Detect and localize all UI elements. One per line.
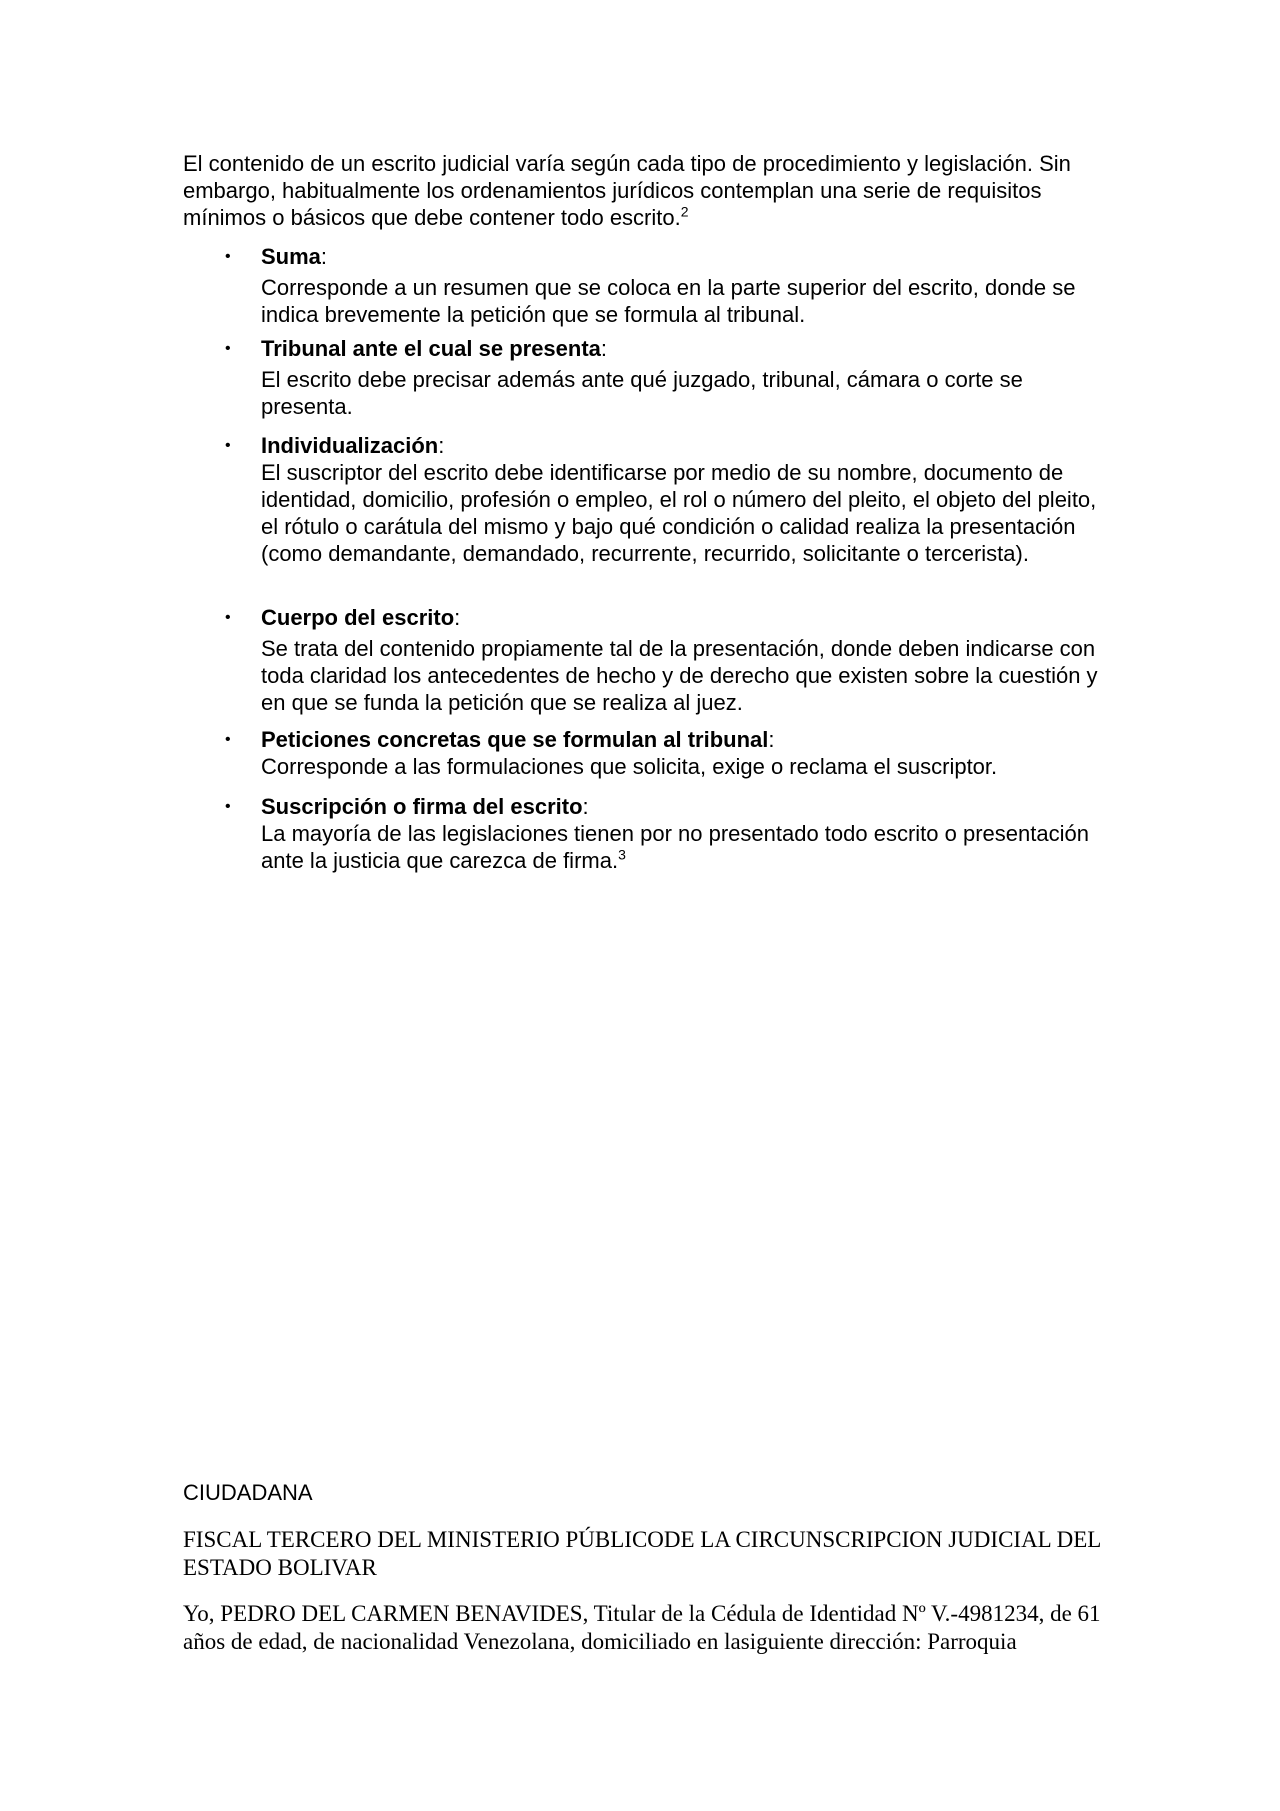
requirement-description: El escrito debe precisar además ante qué juzgado, tribunal, cámara o corte se presenta. — [261, 367, 1023, 419]
requirement-description: El suscriptor del escrito debe identificarse por medio de su nombre, documento de identidad, domicilio, profesión o empleo, el rol o número del pleito, el objeto del pleito, el rótulo o carátula del mismo y bajo qué condición o calidad realiza la presentación (como demandante, demandado, recurrente, recurrido, solicitante o tercerista). — [261, 460, 1097, 566]
bullet-icon: • — [225, 340, 231, 357]
requirement-footnote: 3 — [618, 846, 626, 863]
requirement-term-text: Suma — [261, 244, 321, 269]
requirement-item-peticiones — [183, 726, 1113, 793]
requirement-term — [261, 243, 1113, 270]
intro-text: El contenido de un escrito judicial varía según cada tipo de procedimiento y legislación. Sin embargo, habitualmente los ordenamientos jurídicos contemplan una serie de requisitos mínimos o básicos que debe contener todo escrito. — [183, 151, 1071, 230]
requirement-term-text: Suscripción o firma del escrito — [261, 794, 583, 819]
requirement-description — [261, 820, 1113, 874]
requirement-item-cuerpo — [183, 604, 1113, 726]
requirement-description-text: La mayoría de las legislaciones tienen por no presentado todo escrito o presentación ante la justicia que carezca de firma. — [261, 821, 1089, 873]
requirement-colon: : — [454, 605, 461, 630]
requirement-term-text: Peticiones concretas que se formulan al tribunal — [261, 727, 769, 752]
requirement-term — [261, 726, 1113, 753]
requirement-colon: : — [320, 244, 328, 269]
requirement-item-individualizacion — [183, 432, 1113, 604]
letter-office: FISCAL TERCERO DEL MINISTERIO PÚBLICODE LA CIRCUNSCRIPCION JUDICIAL DEL ESTADO BOLIVAR — [183, 1527, 1101, 1580]
letter-recipient: CIUDADANA — [183, 1480, 313, 1505]
requirement-colon: : — [438, 433, 445, 458]
requirement-description: Corresponde a un resumen que se coloca en la parte superior del escrito, donde se indica brevemente la petición que se formula al tribunal. — [261, 275, 1076, 327]
requirement-colon: : — [600, 336, 608, 361]
requirement-term-text: Tribunal ante el cual se presenta — [261, 336, 601, 361]
requirement-item-tribunal — [183, 335, 1113, 432]
requirements-list — [183, 243, 1113, 873]
bullet-icon: • — [225, 609, 231, 626]
requirement-term-text: Individualización — [261, 433, 439, 458]
requirement-description: Se trata del contenido propiamente tal de la presentación, donde deben indicarse con toda claridad los antecedentes de hecho y de derecho que existen sobre la cuestión y en que se funda la petición que se realiza al juez. — [261, 636, 1098, 715]
bullet-icon: • — [225, 798, 231, 815]
intro-footnote: 2 — [680, 203, 689, 220]
requirement-term-text: Cuerpo del escrito — [261, 605, 455, 630]
bullet-icon: • — [225, 437, 231, 454]
bullet-icon: • — [225, 731, 231, 748]
requirement-term — [261, 432, 1113, 459]
requirement-description: Corresponde a las formulaciones que solicita, exige o reclama el suscriptor. — [261, 754, 998, 779]
letter-statement: Yo, PEDRO DEL CARMEN BENAVIDES, Titular de la Cédula de Identidad Nº V.-4981234, de 61 años de edad, de nacionalidad Venezolana, domiciliado en lasiguiente dirección: Parroquia — [183, 1601, 1101, 1654]
requirement-term — [261, 335, 1113, 362]
requirement-colon: : — [768, 727, 775, 752]
requirement-colon: : — [582, 794, 589, 819]
requirement-item-suscripcion — [183, 793, 1113, 873]
bullet-icon: • — [225, 248, 231, 265]
requirement-item-suma — [183, 243, 1113, 335]
requirement-term — [261, 793, 1113, 820]
requirement-term — [261, 604, 1113, 631]
intro-paragraph — [183, 150, 1113, 231]
